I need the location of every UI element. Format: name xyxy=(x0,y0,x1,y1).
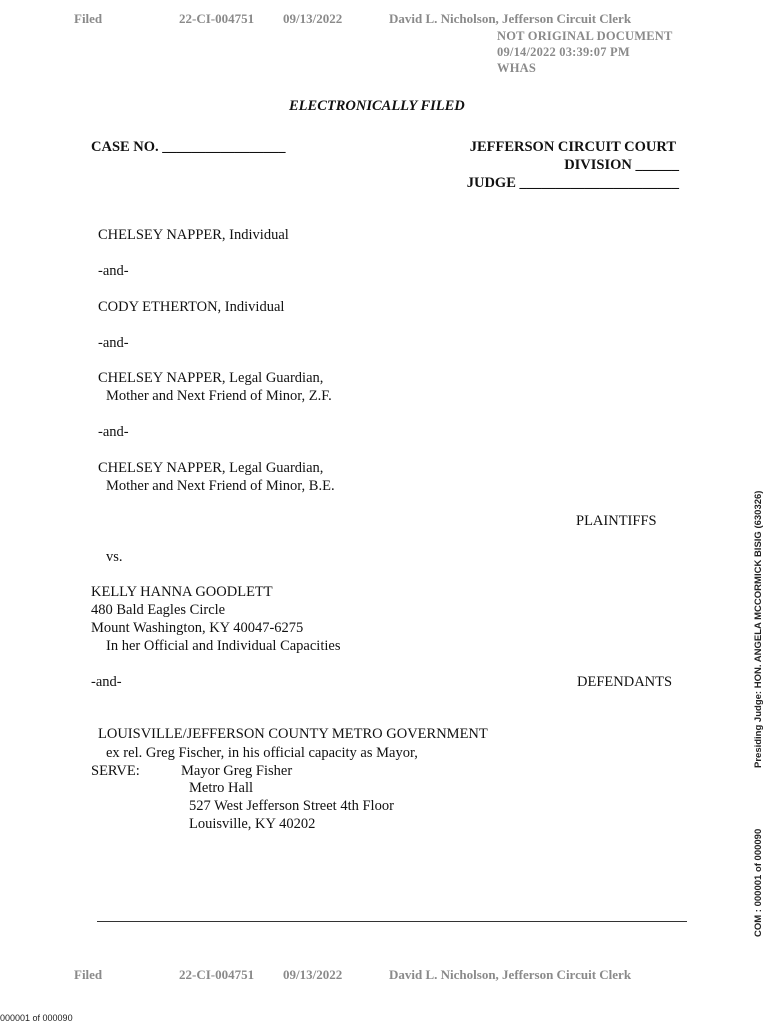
judge-line: JUDGE ______________________ xyxy=(466,175,679,191)
versus: vs. xyxy=(106,549,123,565)
footer-date: 09/13/2022 xyxy=(283,967,343,982)
case-no-line: CASE NO. _________________ xyxy=(91,139,286,155)
defendant-2-line-2: ex rel. Greg Fischer, in his official capacity as Mayor, xyxy=(106,745,418,761)
header-clerk: David L. Nicholson, Jefferson Circuit Clerk xyxy=(389,11,632,26)
defendant-2-name: LOUISVILLE/JEFFERSON COUNTY METRO GOVERNMENT xyxy=(98,726,488,742)
and-separator-1: -and- xyxy=(98,263,129,279)
stamp-line-3: WHAS xyxy=(497,61,537,75)
footer-filed: Filed xyxy=(74,967,103,982)
serve-address-1: Metro Hall xyxy=(189,780,254,796)
plaintiff-2: CODY ETHERTON, Individual xyxy=(98,299,285,315)
bottom-rule xyxy=(97,921,687,922)
footer-case-number: 22-CI-004751 xyxy=(179,967,255,982)
and-separator-defendants: -and- xyxy=(91,674,122,690)
division-line: DIVISION ______ xyxy=(564,157,679,173)
defendant-1-address-2: Mount Washington, KY 40047-6275 xyxy=(91,620,304,636)
plaintiffs-label: PLAINTIFFS xyxy=(576,513,657,529)
plaintiff-4-line-1: CHELSEY NAPPER, Legal Guardian, xyxy=(98,460,324,476)
plaintiff-3-line-1: CHELSEY NAPPER, Legal Guardian, xyxy=(98,370,324,386)
and-separator-2: -and- xyxy=(98,335,129,351)
defendant-1-address-1: 480 Bald Eagles Circle xyxy=(91,602,226,618)
serve-address-2: 527 West Jefferson Street 4th Floor xyxy=(189,798,394,814)
header-case-number: 22-CI-004751 xyxy=(179,11,255,26)
stamp-line-2: 09/14/2022 03:39:07 PM xyxy=(497,45,630,59)
header-filed: Filed xyxy=(74,11,103,26)
court-name: JEFFERSON CIRCUIT COURT xyxy=(469,139,676,155)
stamp-line-1: NOT ORIGINAL DOCUMENT xyxy=(497,29,673,43)
document-title: ELECTRONICALLY FILED xyxy=(289,98,465,114)
footer-clerk: David L. Nicholson, Jefferson Circuit Clerk xyxy=(389,967,632,982)
serve-address-3: Louisville, KY 40202 xyxy=(189,816,316,832)
plaintiff-3-line-2: Mother and Next Friend of Minor, Z.F. xyxy=(106,388,332,404)
and-separator-3: -and- xyxy=(98,424,129,440)
defendant-1-capacity: In her Official and Individual Capacities xyxy=(106,638,341,654)
serve-name: Mayor Greg Fisher xyxy=(181,763,293,779)
plaintiff-1: CHELSEY NAPPER, Individual xyxy=(98,227,289,243)
com-page-side-text: COM : 000001 of 000090 xyxy=(753,828,764,937)
defendants-label: DEFENDANTS xyxy=(577,674,673,690)
stamp-block xyxy=(497,28,673,76)
defendant-1-name: KELLY HANNA GOODLETT xyxy=(91,584,273,600)
presiding-judge-side-text: Presiding Judge: HON. ANGELA MCCORMICK BISIG (630326) xyxy=(753,490,764,768)
header-date: 09/13/2022 xyxy=(283,11,343,26)
serve-label: SERVE: xyxy=(91,763,140,779)
page-number: 000001 of 000090 xyxy=(0,1013,73,1023)
plaintiff-4-line-2: Mother and Next Friend of Minor, B.E. xyxy=(106,478,335,494)
